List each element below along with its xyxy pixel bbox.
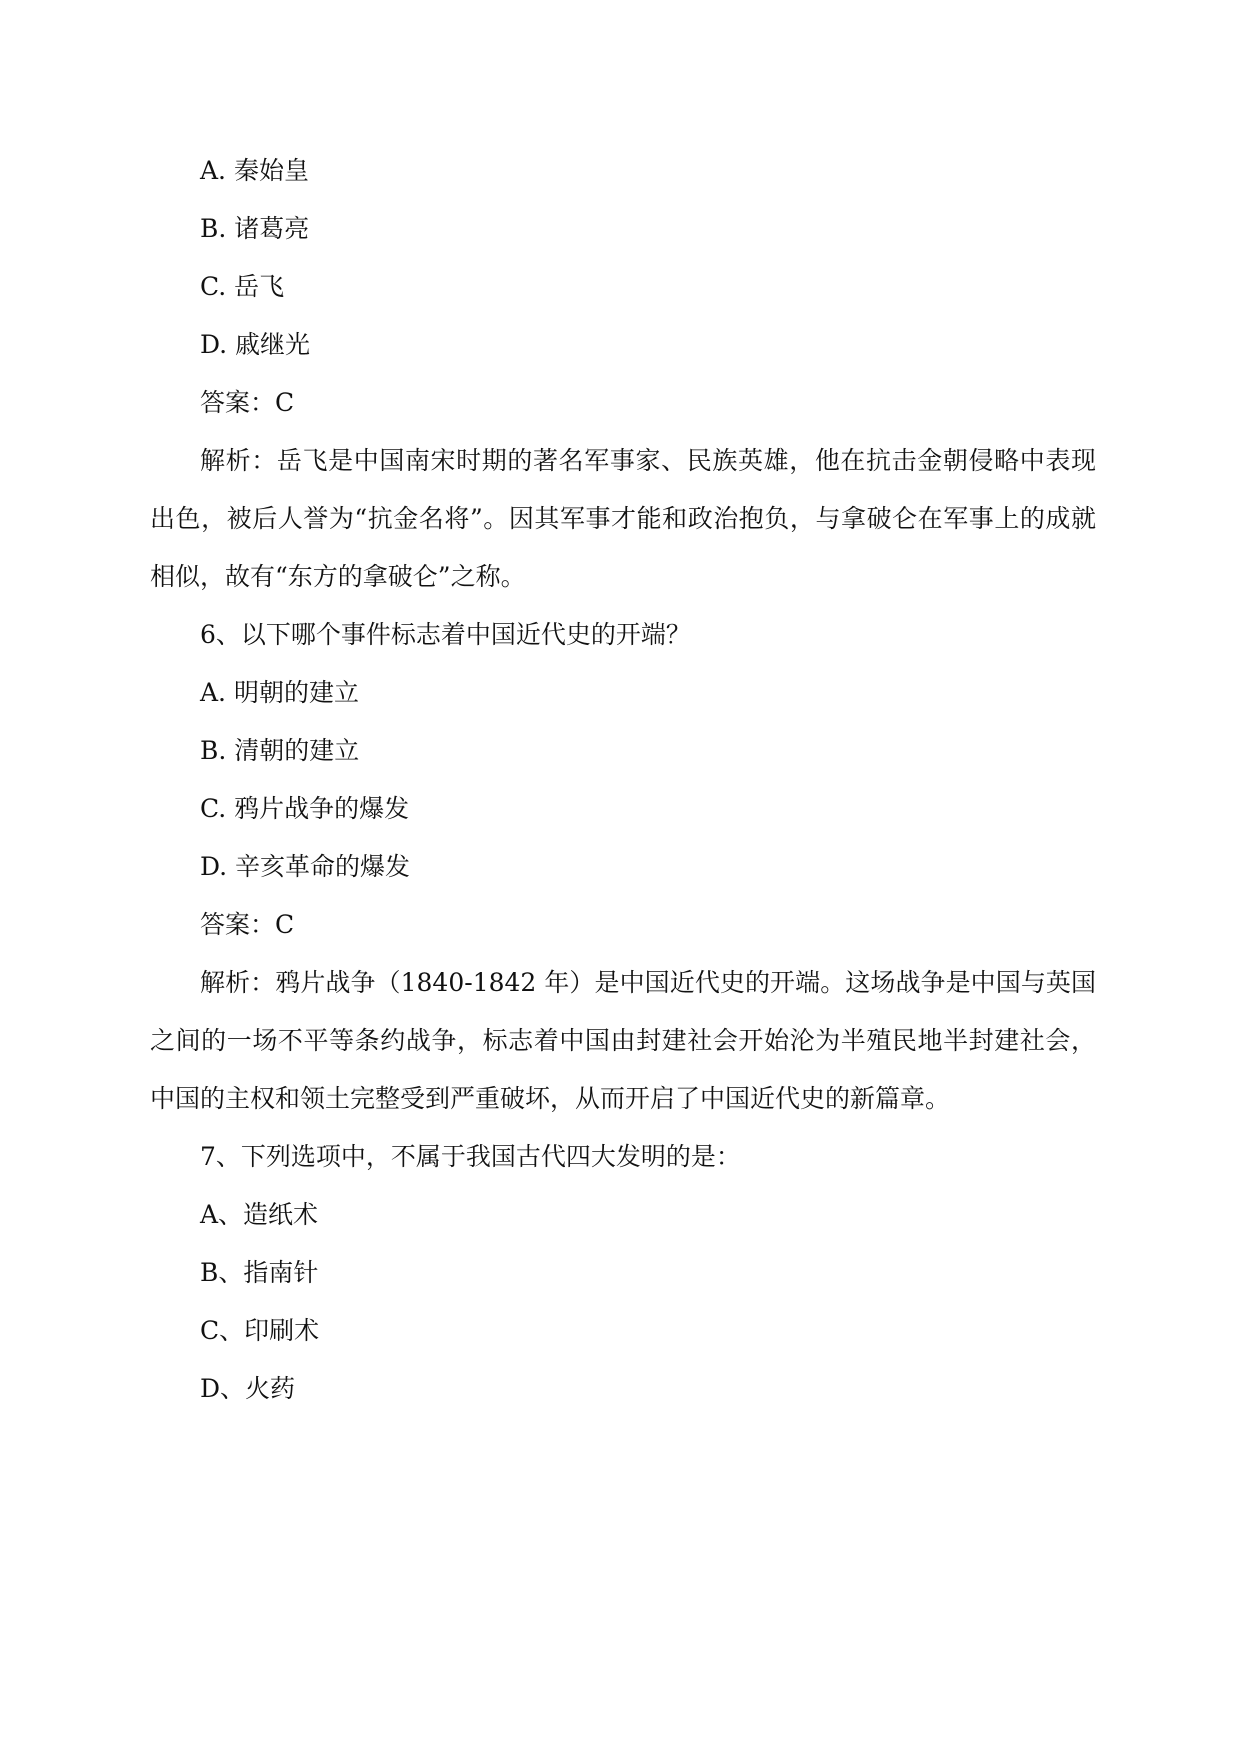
q5-option-c: C. 岳飞 (200, 272, 285, 301)
q6-explanation: 解析：鸦片战争（1840-1842 年）是中国近代史的开端。这场战争是中国与英国之间的一场不平等条约战争，标志着中国由封建社会开始沦为半殖民地半封建社会，中国的主权和领土完整受到严重破坏，从而开启了中国近代史的新篇章。 (150, 968, 1096, 1113)
q7-option-a: A、造纸术 (200, 1200, 319, 1229)
q6-question: 6、以下哪个事件标志着中国近代史的开端？ (200, 620, 691, 649)
q5-option-b: B. 诸葛亮 (200, 214, 310, 243)
q5-option-a: A. 秦始皇 (200, 156, 309, 185)
question-6-block (150, 606, 1096, 1128)
q7-question: 7、下列选项中，不属于我国古代四大发明的是： (200, 1142, 741, 1171)
q7-option-b: B、指南针 (200, 1258, 319, 1287)
q6-option-b: B. 清朝的建立 (200, 736, 360, 765)
q6-answer: 答案：C (200, 910, 295, 939)
question-7-block (150, 1128, 1096, 1418)
q7-option-c: C、印刷术 (200, 1316, 320, 1345)
question-5-block (150, 142, 1096, 606)
q5-explanation: 解析：岳飞是中国南宋时期的著名军事家、民族英雄，他在抗击金朝侵略中表现出色，被后人誉为“抗金名将”。因其军事才能和政治抱负，与拿破仑在军事上的成就相似，故有“东方的拿破仑”之称。 (150, 446, 1096, 591)
q6-option-c: C. 鸦片战争的爆发 (200, 794, 410, 823)
q6-option-a: A. 明朝的建立 (200, 678, 359, 707)
q7-option-d: D、火药 (200, 1374, 296, 1403)
q6-option-d: D. 辛亥革命的爆发 (200, 852, 411, 881)
q5-answer: 答案：C (200, 388, 295, 417)
q5-option-d: D. 戚继光 (200, 330, 311, 359)
document-body (150, 142, 1096, 1418)
